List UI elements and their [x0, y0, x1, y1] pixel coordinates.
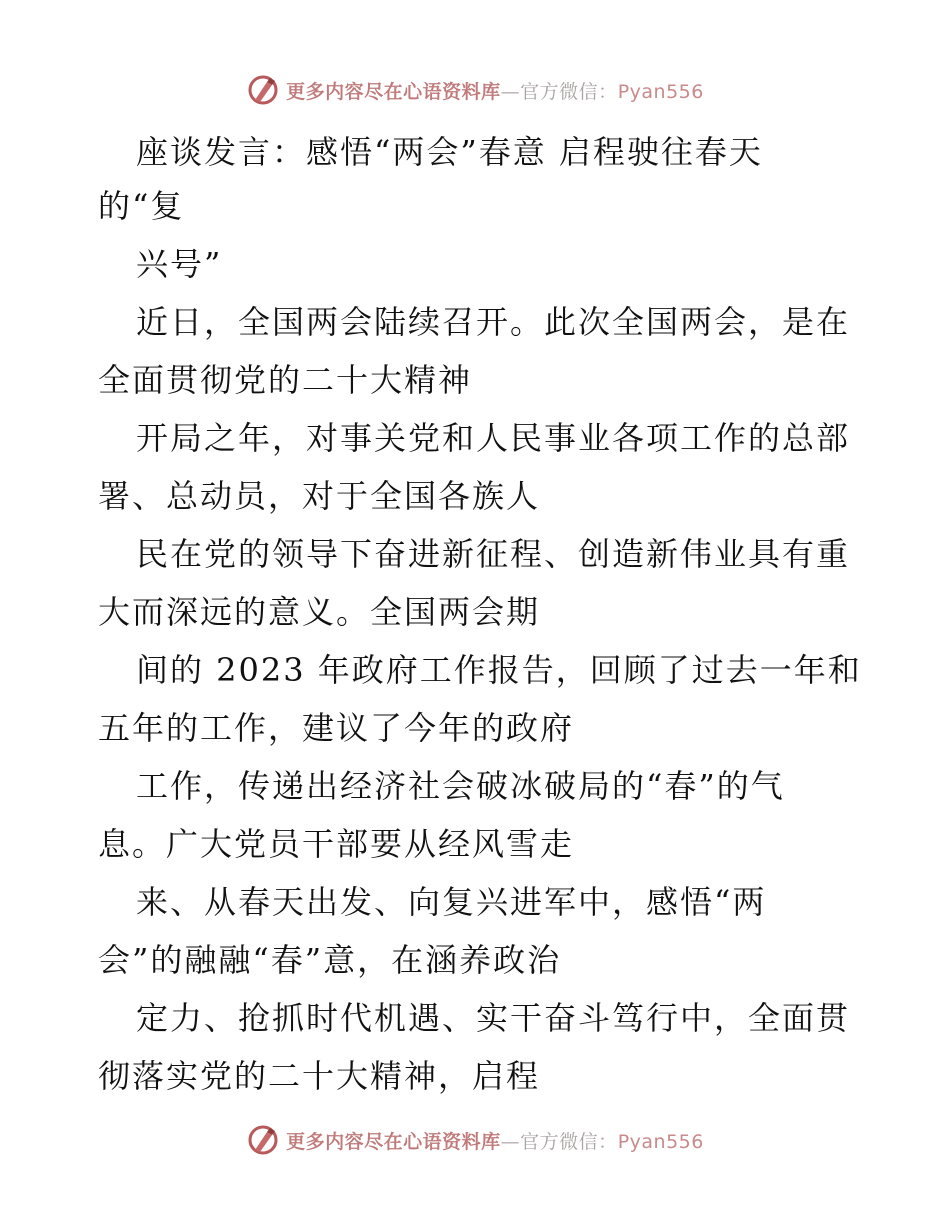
- watermark-wechat-id: Pyan556: [617, 1130, 704, 1153]
- paragraph-line: 近日，全国两会陆续召开。此次全国两会，是在: [136, 303, 851, 341]
- header-watermark: [0, 70, 950, 110]
- paragraph-line: 五年的工作，建议了今年的政府: [98, 709, 575, 747]
- document-title-line-3: 兴号”: [136, 245, 223, 283]
- paragraph-line: 署、总动员，对于全国各族人: [98, 477, 541, 515]
- paragraph-line: 来、从春天出发、向复兴进军中，感悟“两: [136, 883, 767, 921]
- footer-watermark: [0, 1120, 950, 1160]
- document-title-line-2: 的“复: [98, 187, 185, 225]
- watermark-wechat-label: 官方微信：: [520, 1130, 618, 1153]
- paragraph-line: 间的 2023 年政府工作报告，回顾了过去一年和: [136, 651, 862, 689]
- paragraph-line: 民在党的领导下奋进新征程、创造新伟业具有重: [136, 535, 851, 573]
- watermark-site-text: 更多内容尽在心语资料库: [286, 80, 501, 103]
- watermark-separator: —: [500, 1130, 521, 1153]
- paragraph-line: 会”的融融“春”意，在涵养政治: [98, 941, 562, 979]
- paragraph-line: 工作，传递出经济社会破冰破局的“春”的气: [136, 767, 785, 805]
- paragraph-line: 息。广大党员干部要从经风雪走: [98, 825, 575, 863]
- watermark-wechat-label: 官方微信：: [520, 80, 618, 103]
- watermark-separator: —: [500, 80, 521, 103]
- watermark-text: [286, 1127, 704, 1154]
- pen-nib-circle-icon: [246, 1123, 280, 1157]
- watermark-site-text: 更多内容尽在心语资料库: [286, 1130, 501, 1153]
- document-title-line-1: 座谈发言：感悟“两会”春意 启程驶往春天: [136, 133, 763, 171]
- pen-nib-circle-icon: [246, 73, 280, 107]
- paragraph-line: 彻落实党的二十大精神，启程: [98, 1057, 541, 1095]
- paragraph-line: 全面贯彻党的二十大精神: [98, 361, 473, 399]
- watermark-text: [286, 77, 704, 104]
- paragraph-line: 开局之年，对事关党和人民事业各项工作的总部: [136, 419, 851, 457]
- paragraph-line: 大而深远的意义。全国两会期: [98, 593, 541, 631]
- paragraph-line: 定力、抢抓时代机遇、实干奋斗笃行中，全面贯: [136, 999, 851, 1037]
- watermark-wechat-id: Pyan556: [617, 80, 704, 103]
